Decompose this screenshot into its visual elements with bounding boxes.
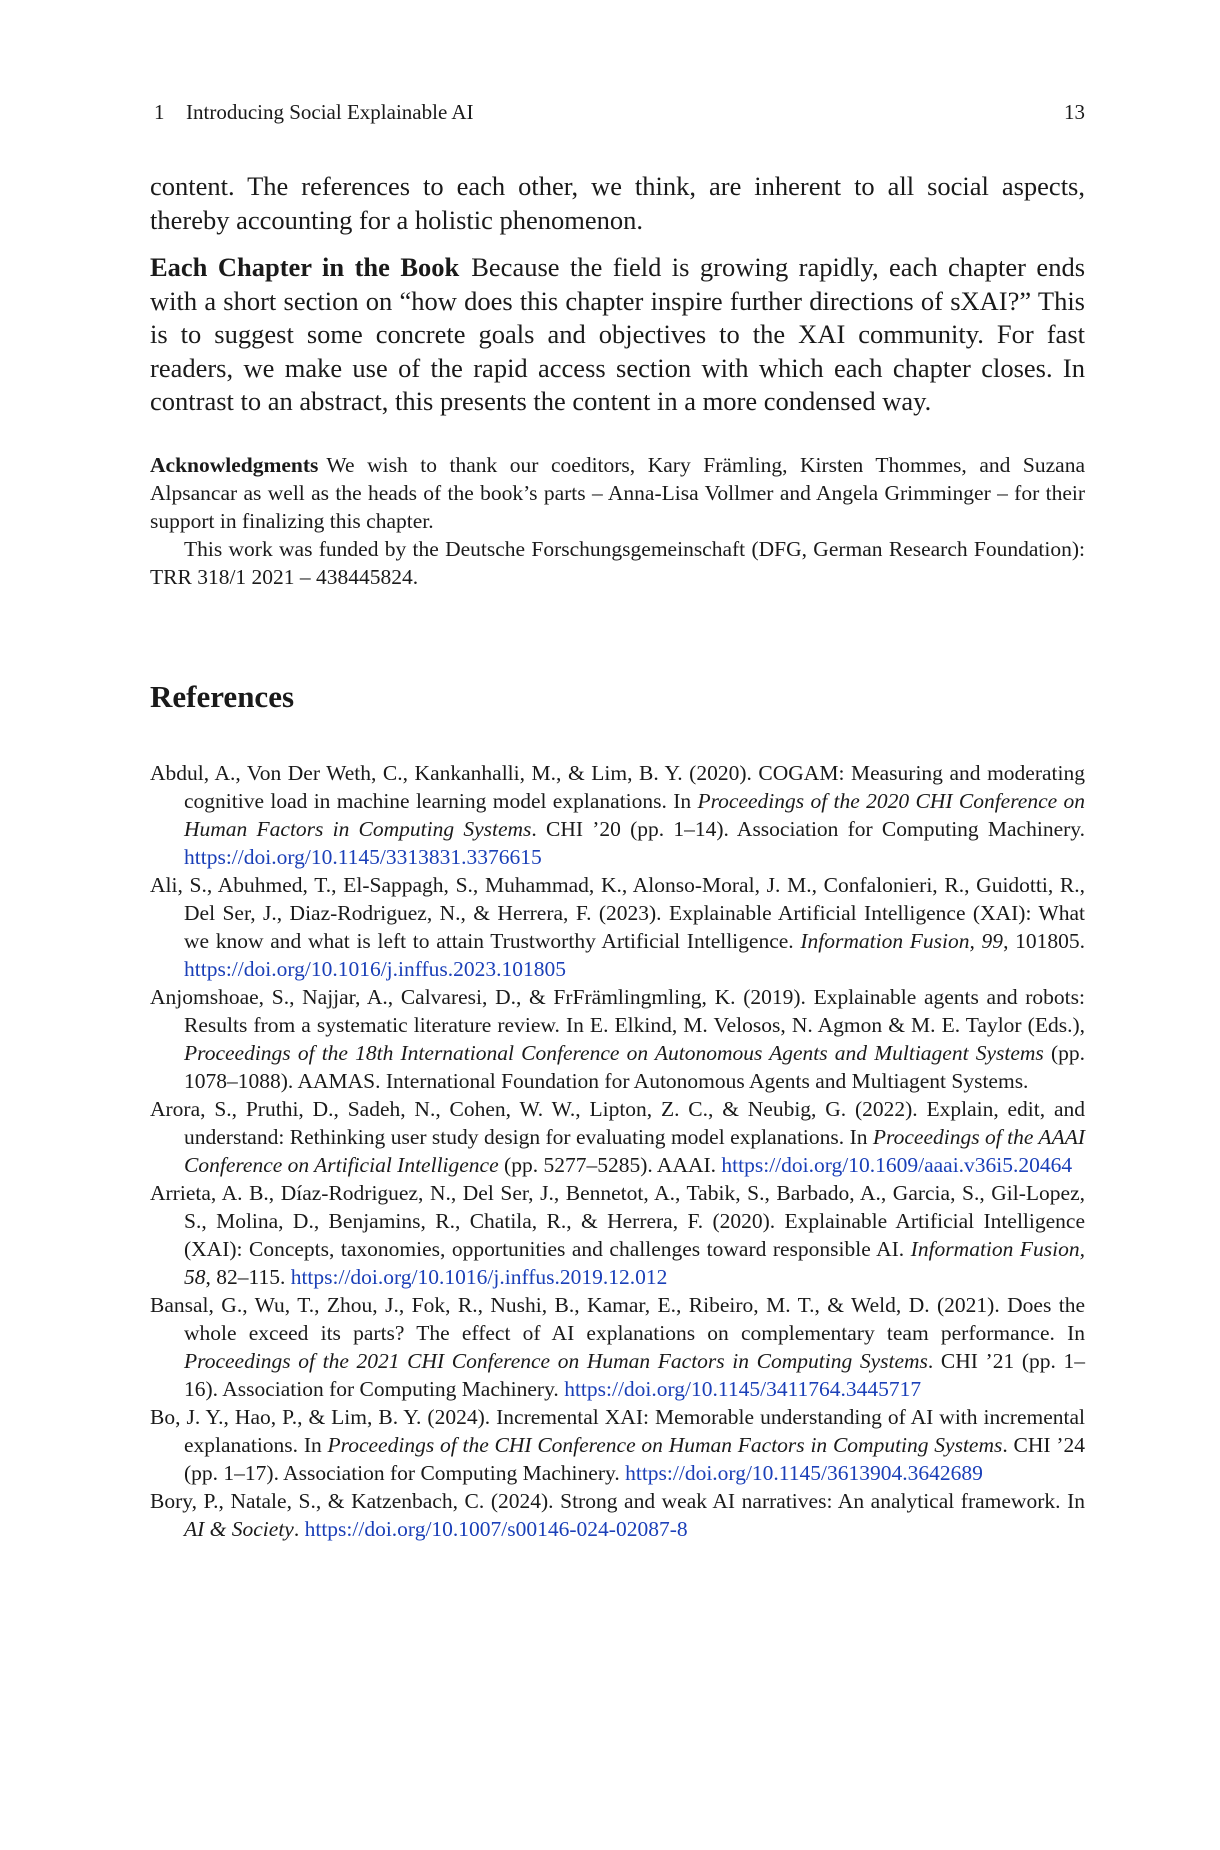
doi-link[interactable]: https://doi.org/10.1016/j.inffus.2019.12.012 — [290, 1265, 668, 1289]
reference-source-title: Proceedings of the AAAI Conference on Artificial Intelligence — [184, 1125, 1085, 1177]
doi-link[interactable]: https://doi.org/10.1007/s00146-024-02087-8 — [304, 1517, 688, 1541]
body-paragraph-1 — [150, 170, 1085, 237]
paragraph-text: Because the field is growing rapidly, each chapter ends with a short section on “how does this chapter inspire further directions of sXAI?” This is to suggest some concrete goals and objectives to the XAI community. For fast readers, we make use of the rapid access section with which each chapter closes. In contrast to an abstract, this presents the content in a more condensed way. — [150, 252, 1086, 416]
reference-source-title: AI & Society — [184, 1517, 294, 1541]
doi-link[interactable]: https://doi.org/10.1016/j.inffus.2023.101805 — [184, 957, 567, 981]
reference-entry — [150, 871, 1085, 983]
reference-text: Arrieta, A. B., Díaz-Rodriguez, N., Del Ser, J., Bennetot, A., Tabik, S., Barbado, A., Garcia, S., Gil-Lopez, S., Molina, D., Benjamins, R., Chatila, R., & Herrera, F. (2020). Explainable Artificial Intelligence (XAI): Concepts, taxonomies, opportunities and challenges toward responsible AI. — [150, 1181, 1085, 1261]
reference-text: Arora, S., Pruthi, D., Sadeh, N., Cohen, W. W., Lipton, Z. C., & Neubig, G. (2022). Explain, edit, and understand: Rethinking user study design for evaluating model explanations. In — [150, 1097, 1085, 1149]
acknowledgments-paragraph — [150, 451, 1085, 535]
chapter-number: 1 — [154, 100, 165, 124]
reference-entry — [150, 759, 1085, 871]
reference-details: . CHI ’24 (pp. 1–17). Association for Computing Machinery. — [184, 1433, 1085, 1485]
reference-text: Bo, J. Y., Hao, P., & Lim, B. Y. (2024). Incremental XAI: Memorable understanding of AI with incremental explanations. In — [150, 1405, 1085, 1457]
reference-source-title: Proceedings of the CHI Conference on Human Factors in Computing Systems — [327, 1433, 1003, 1457]
reference-entry — [150, 1487, 1085, 1543]
reference-details: . CHI ’20 (pp. 1–14). Association for Computing Machinery. — [531, 817, 1086, 841]
reference-list — [150, 759, 1085, 1543]
reference-source-title: Proceedings of the 18th International Conference on Autonomous Agents and Multiagent Systems — [184, 1041, 1044, 1065]
reference-details: . CHI ’21 (pp. 1–16). Association for Computing Machinery. — [184, 1349, 1085, 1401]
doi-link[interactable]: https://doi.org/10.1145/3313831.3376615 — [184, 845, 542, 869]
reference-text: Abdul, A., Von Der Weth, C., Kankanhalli, M., & Lim, B. Y. (2020). COGAM: Measuring and moderating cognitive load in machine learning model explanations. In — [150, 761, 1085, 813]
page-number: 13 — [1064, 100, 1085, 124]
reference-details: , 101805. — [1003, 929, 1086, 953]
reference-source-title: Proceedings of the 2020 CHI Conference on Human Factors in Computing Systems — [184, 789, 1085, 841]
reference-details: (pp. 5277–5285). AAAI. — [498, 1153, 722, 1177]
doi-link[interactable]: https://doi.org/10.1609/aaai.v36i5.20464 — [721, 1153, 1073, 1177]
funding-paragraph: This work was funded by the Deutsche Forschungsgemeinschaft (DFG, German Research Foundation): TRR 318/1 2021 – 438445824. — [150, 537, 1085, 589]
paragraph-text: content. The references to each other, we think, are inherent to all social aspects, thereby accounting for a holistic phenomenon. — [150, 171, 1085, 235]
chapter-title: Introducing Social Explainable AI — [186, 100, 474, 124]
acknowledgments-section — [150, 451, 1085, 591]
reference-source-title: Information Fusion, 58 — [184, 1237, 1085, 1289]
references-heading: References — [150, 679, 295, 714]
doi-link[interactable]: https://doi.org/10.1145/3613904.3642689 — [625, 1461, 983, 1485]
acknowledgments-heading: Acknowledgments — [150, 453, 319, 477]
reference-entry — [150, 1291, 1085, 1403]
paragraph-with-run-in-heading — [150, 251, 1085, 419]
reference-source-title: Proceedings of the 2021 CHI Conference on Human Factors in Computing Systems — [184, 1349, 928, 1373]
body-paragraph-2 — [150, 251, 1085, 419]
reference-details: , 82–115. — [205, 1265, 291, 1289]
acknowledgments-text: We wish to thank our coeditors, Kary Främling, Kirsten Thommes, and Suzana Alpsancar as well as the heads of the book’s parts – Anna-Lisa Vollmer and Angela Grimminger – for their support in finalizing this chapter. — [150, 453, 1085, 533]
reference-text: Anjomshoae, S., Najjar, A., Calvaresi, D., & FrFrämlingmling, K. (2019). Explainable agents and robots: Results from a systematic literature review. In E. Elkind, M. Velosos, N. Agmon & M. E. Taylor (Eds.), — [150, 985, 1085, 1037]
reference-details: (pp. 1078–1088). AAMAS. International Foundation for Autonomous Agents and Multiagent Systems. — [184, 1041, 1085, 1093]
reference-text: Bansal, G., Wu, T., Zhou, J., Fok, R., Nushi, B., Kamar, E., Ribeiro, M. T., & Weld, D. (2021). Does the whole exceed its parts? The effect of AI explanations on complementary team performance. In — [150, 1293, 1085, 1345]
reference-entry — [150, 1403, 1085, 1487]
reference-entry — [150, 983, 1085, 1095]
doi-link[interactable]: https://doi.org/10.1145/3411764.3445717 — [564, 1377, 922, 1401]
reference-source-title: Information Fusion, 99 — [800, 929, 1004, 953]
run-in-heading: Each Chapter in the Book — [150, 252, 460, 282]
reference-entry — [150, 1095, 1085, 1179]
reference-text: Ali, S., Abuhmed, T., El-Sappagh, S., Muhammad, K., Alonso-Moral, J. M., Confalonieri, R., Guidotti, R., Del Ser, J., Diaz-Rodriguez, N., & Herrera, F. (2023). Explainable Artificial Intelligence (XAI): What we know and what is left to attain Trustworthy Artificial Intelligence. — [150, 873, 1085, 953]
reference-text: Bory, P., Natale, S., & Katzenbach, C. (2024). Strong and weak AI narratives: An analytical framework. In — [150, 1489, 1085, 1513]
reference-entry — [150, 1179, 1085, 1291]
reference-details: . — [293, 1517, 305, 1541]
